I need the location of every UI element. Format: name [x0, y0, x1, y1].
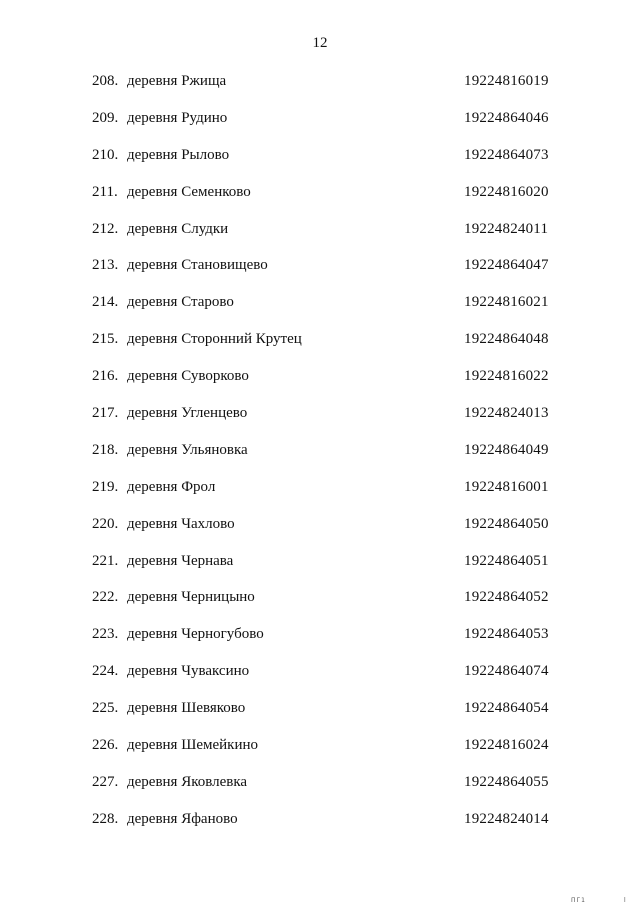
oktmo-code: 19224864073 [464, 146, 549, 163]
list-item [0, 367, 640, 404]
list-item [0, 773, 640, 810]
footer-mark-secondary: l [624, 897, 626, 904]
item-number: 208. [92, 73, 119, 89]
list-item [0, 515, 640, 552]
list-item [0, 478, 640, 515]
list-item [0, 72, 640, 109]
settlement-name: деревня Ржища [127, 73, 227, 89]
oktmo-code: 19224816024 [464, 737, 549, 754]
item-number: 218. [92, 441, 119, 458]
settlement-name: деревня Яфаново [127, 810, 238, 827]
list-item [0, 552, 640, 589]
oktmo-code: 19224864049 [464, 441, 549, 458]
list-item [0, 183, 640, 220]
list-item [0, 588, 640, 625]
settlement-name: деревня Фрол [127, 478, 216, 495]
settlement-name: деревня Сторонний Крутец [127, 331, 302, 348]
item-number: 215. [92, 331, 119, 348]
footer-mark: ПГ1 [571, 897, 586, 904]
oktmo-code: 19224864051 [464, 552, 549, 569]
oktmo-code: 19224824014 [464, 810, 549, 827]
oktmo-code: 19224816021 [464, 294, 549, 311]
oktmo-code: 19224864053 [464, 626, 549, 643]
oktmo-code: 19224816019 [464, 73, 549, 89]
page-number: 12 [312, 35, 328, 51]
oktmo-code: 19224816020 [464, 183, 549, 200]
oktmo-code: 19224864050 [464, 515, 549, 532]
settlement-name: деревня Чернава [127, 552, 234, 569]
list-item [0, 293, 640, 330]
settlement-name: деревня Чахлово [127, 515, 235, 532]
settlement-name: деревня Ульяновка [127, 441, 248, 458]
oktmo-code: 19224864054 [464, 700, 549, 717]
item-number: 222. [92, 589, 119, 606]
item-number: 219. [92, 478, 119, 495]
item-number: 228. [92, 810, 119, 827]
list-item [0, 736, 640, 773]
item-number: 213. [92, 257, 119, 274]
list-item [0, 810, 640, 847]
oktmo-code: 19224816022 [464, 368, 549, 385]
list-item [0, 220, 640, 257]
item-number: 210. [92, 146, 119, 163]
item-number: 226. [92, 737, 119, 754]
settlement-name: деревня Рылово [127, 146, 230, 163]
oktmo-code: 19224816001 [464, 478, 549, 495]
oktmo-code: 19224864074 [464, 663, 549, 680]
item-number: 220. [92, 515, 119, 532]
settlement-name: деревня Черногубово [127, 626, 264, 643]
oktmo-code: 19224824011 [464, 220, 549, 237]
oktmo-code: 19224864046 [464, 109, 549, 126]
settlement-name: деревня Черницыно [127, 589, 255, 606]
list-item [0, 625, 640, 662]
item-number: 212. [92, 220, 119, 237]
list-item [0, 441, 640, 478]
settlement-list [0, 72, 640, 847]
item-number: 225. [92, 700, 119, 717]
item-number: 217. [92, 405, 119, 422]
settlement-name: деревня Становищево [127, 257, 268, 274]
oktmo-code: 19224864052 [464, 589, 549, 606]
list-item [0, 404, 640, 441]
settlement-name: деревня Яковлевка [127, 773, 248, 790]
item-number: 221. [92, 552, 119, 569]
oktmo-code: 19224864048 [464, 331, 549, 348]
settlement-name: деревня Рудино [127, 109, 228, 126]
oktmo-code: 19224864055 [464, 773, 549, 790]
oktmo-code: 19224824013 [464, 405, 549, 422]
settlement-name: деревня Старово [127, 294, 234, 311]
item-number: 224. [92, 663, 119, 680]
item-number: 227. [92, 773, 119, 790]
list-item [0, 330, 640, 367]
item-number: 211. [92, 183, 118, 200]
settlement-name: деревня Слудки [127, 220, 229, 237]
settlement-name: деревня Шемейкино [127, 737, 259, 754]
settlement-name: деревня Семенково [127, 183, 251, 200]
list-item [0, 146, 640, 183]
list-item [0, 109, 640, 146]
list-item [0, 662, 640, 699]
list-item [0, 699, 640, 736]
settlement-name: деревня Суворково [127, 368, 249, 385]
item-number: 214. [92, 294, 119, 311]
item-number: 216. [92, 368, 119, 385]
list-item [0, 256, 640, 293]
item-number: 223. [92, 626, 119, 643]
settlement-name: деревня Шевяково [127, 700, 246, 717]
settlement-name: деревня Чуваксино [127, 663, 250, 680]
oktmo-code: 19224864047 [464, 257, 549, 274]
settlement-name: деревня Угленцево [127, 405, 248, 422]
item-number: 209. [92, 109, 119, 126]
